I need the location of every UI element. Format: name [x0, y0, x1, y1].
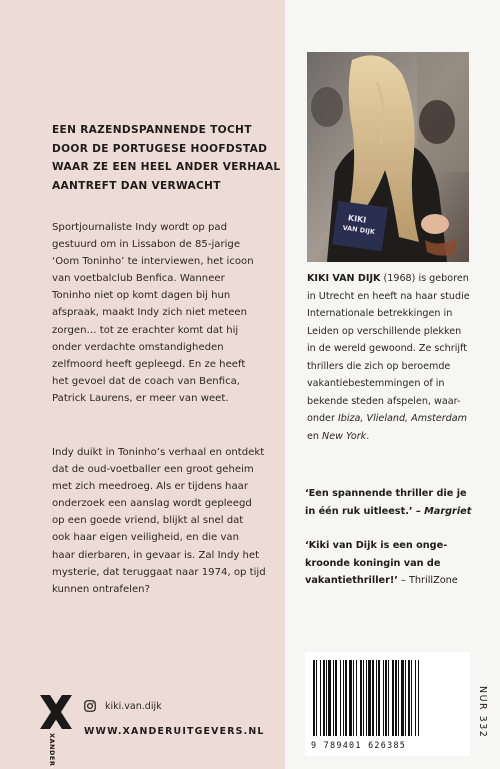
isbn-digits: 9 789401 626385: [311, 740, 407, 750]
barcode-bar: [313, 660, 315, 736]
barcode-bar: [376, 660, 377, 736]
blurb-line: met zich meedroeg. Als er tijdens haar: [52, 481, 248, 493]
isbn-barcode: [305, 652, 470, 756]
review-quote-2: [305, 537, 495, 590]
quote-source: Margriet: [420, 505, 472, 517]
barcode-bar: [345, 660, 347, 736]
headline: [52, 121, 282, 195]
barcode-bar: [333, 660, 334, 736]
barcode-bar: [340, 660, 341, 736]
blurb-line: ‘Oom Toninho’ te interviewen, het icoon: [52, 256, 254, 268]
bio-line: Internationale betrekkingen in: [307, 308, 453, 319]
barcode-bar: [398, 660, 399, 736]
bio-line: bekende steden afspelen, waar-: [307, 395, 461, 407]
barcode-bar: [316, 660, 317, 736]
blurb-line: Indy duikt in Toninho’s verhaal en ontdekt: [52, 447, 265, 458]
blurb-line: van voetbalclub Benfica. Wanneer: [52, 273, 225, 285]
quote-line: ‘Kiki van Dijk is een onge-: [305, 540, 448, 551]
barcode-bar: [323, 660, 325, 736]
bio-line: in de wereld gewoond. Ze schrijft: [307, 343, 467, 354]
barcode-bar: [366, 660, 367, 736]
bio-line: onder Ibiza, Vlieland, Amsterdam: [307, 413, 467, 424]
blurb-line: zorgen… tot ze erachter komt dat hij: [52, 324, 239, 336]
barcode-bar: [326, 660, 327, 736]
blurb-line: zelfmoord heeft gepleegd. En ze heeft: [52, 358, 246, 370]
instagram-icon: [84, 700, 96, 712]
barcode-bars: [305, 652, 470, 738]
publisher-website-link[interactable]: WWW.XANDERUITGEVERS.NL: [84, 726, 265, 737]
blurb-line: mysterie, dat teruggaat naar 1974, op tijd: [52, 566, 266, 578]
barcode-bar: [411, 660, 412, 736]
blurb-line: gestuurd om in Lissabon de 85-jarige: [52, 239, 241, 251]
svg-text:XANDER: XANDER: [48, 733, 56, 767]
quote-source: – ThrillZone: [397, 575, 458, 586]
blurb-line: dat de oud-voetballer een groot geheim: [52, 464, 254, 476]
xander-logo-icon: [38, 693, 74, 767]
barcode-bar: [415, 660, 416, 736]
barcode-bar: [401, 660, 404, 736]
barcode-bar: [408, 660, 410, 736]
barcode-bar: [363, 660, 364, 736]
blurb-line: het gevoel dat de coach van Benfica,: [52, 375, 241, 387]
barcode-bar: [392, 660, 394, 736]
quote-line: in één ruk uitleest.’ – Margriet: [305, 505, 472, 517]
barcode-bar: [328, 660, 331, 736]
quote-line: ‘Een spannende thriller die je: [305, 488, 467, 499]
headline-line: EEN RAZENDSPANNENDE TOCHT: [52, 124, 252, 136]
blurb-line: ook haar eigen veiligheid, en die van: [52, 532, 240, 544]
headline-line: DOOR DE PORTUGESE HOOFDSTAD: [52, 142, 268, 155]
bio-line: en New York.: [307, 430, 370, 442]
instagram-label: kiki.van.dijk: [105, 700, 162, 712]
headline-line: AANTREFT DAN VERWACHT: [52, 179, 221, 192]
bio-line: vakantiebestemmingen of in: [307, 378, 445, 389]
bio-line: Leiden op verschillende plekken: [307, 325, 462, 337]
blurb-line: op een goede vriend, blijkt al snel dat: [52, 515, 244, 527]
barcode-bar: [372, 660, 374, 736]
blurb-paragraph-2: [52, 444, 282, 598]
svg-text:KIKI: KIKI: [347, 213, 367, 225]
blurb-line: onder verdachte omstandigheden: [52, 341, 224, 353]
barcode-bar: [368, 660, 371, 736]
barcode-bar: [385, 660, 387, 736]
quote-line: vakantiethriller!’ – ThrillZone: [305, 575, 458, 586]
nur-code: NUR 332: [477, 686, 488, 739]
barcode-bar: [395, 660, 397, 736]
blurb-line: Sportjournaliste Indy wordt op pad: [52, 222, 228, 233]
barcode-bar: [383, 660, 384, 736]
barcode-bar: [343, 660, 344, 736]
author-name: KIKI VAN DIJK: [307, 273, 381, 284]
blurb-line: onderzoek een aanslag wordt gepleegd: [52, 498, 252, 510]
blurb-paragraph-1: [52, 219, 282, 407]
barcode-bar: [356, 660, 357, 736]
barcode-bar: [388, 660, 389, 736]
barcode-bar: [349, 660, 352, 736]
blurb-line: afspraak, maakt Indy zich niet meteen: [52, 307, 248, 319]
bio-line: KIKI VAN DIJK (1968) is geboren: [307, 273, 469, 284]
review-quote-1: [305, 485, 495, 520]
barcode-bar: [335, 660, 337, 736]
barcode-bar: [320, 660, 321, 736]
author-bio: [307, 270, 487, 445]
blurb-line: Toninho niet op komt dagen bij hun: [52, 290, 231, 302]
quote-line: kroonde koningin van de: [305, 557, 441, 569]
barcode-bar: [418, 660, 419, 736]
publisher-logo: [38, 693, 74, 767]
bio-last-place: New York: [322, 430, 367, 442]
barcode-bar: [360, 660, 362, 736]
bio-line: thrillers die zich op beroemde: [307, 360, 451, 372]
barcode-bar: [378, 660, 380, 736]
blurb-line: haar dierbaren, in gevaar is. Zal Indy het: [52, 549, 260, 561]
blurb-line: kunnen ontrafelen?: [52, 583, 150, 595]
author-photo: [307, 52, 469, 262]
barcode-bar: [353, 660, 354, 736]
svg-text:VAN DIJK: VAN DIJK: [342, 223, 376, 237]
bio-line: in Utrecht en heeft na haar studie: [307, 290, 470, 302]
headline-line: WAAR ZE EEN HEEL ANDER VERHAAL: [52, 161, 281, 173]
bio-places: Ibiza, Vlieland, Amsterdam: [337, 413, 467, 424]
instagram-handle[interactable]: [84, 700, 162, 712]
barcode-bar: [405, 660, 406, 736]
blurb-line: Patrick Laurens, er meer van weet.: [52, 392, 229, 404]
